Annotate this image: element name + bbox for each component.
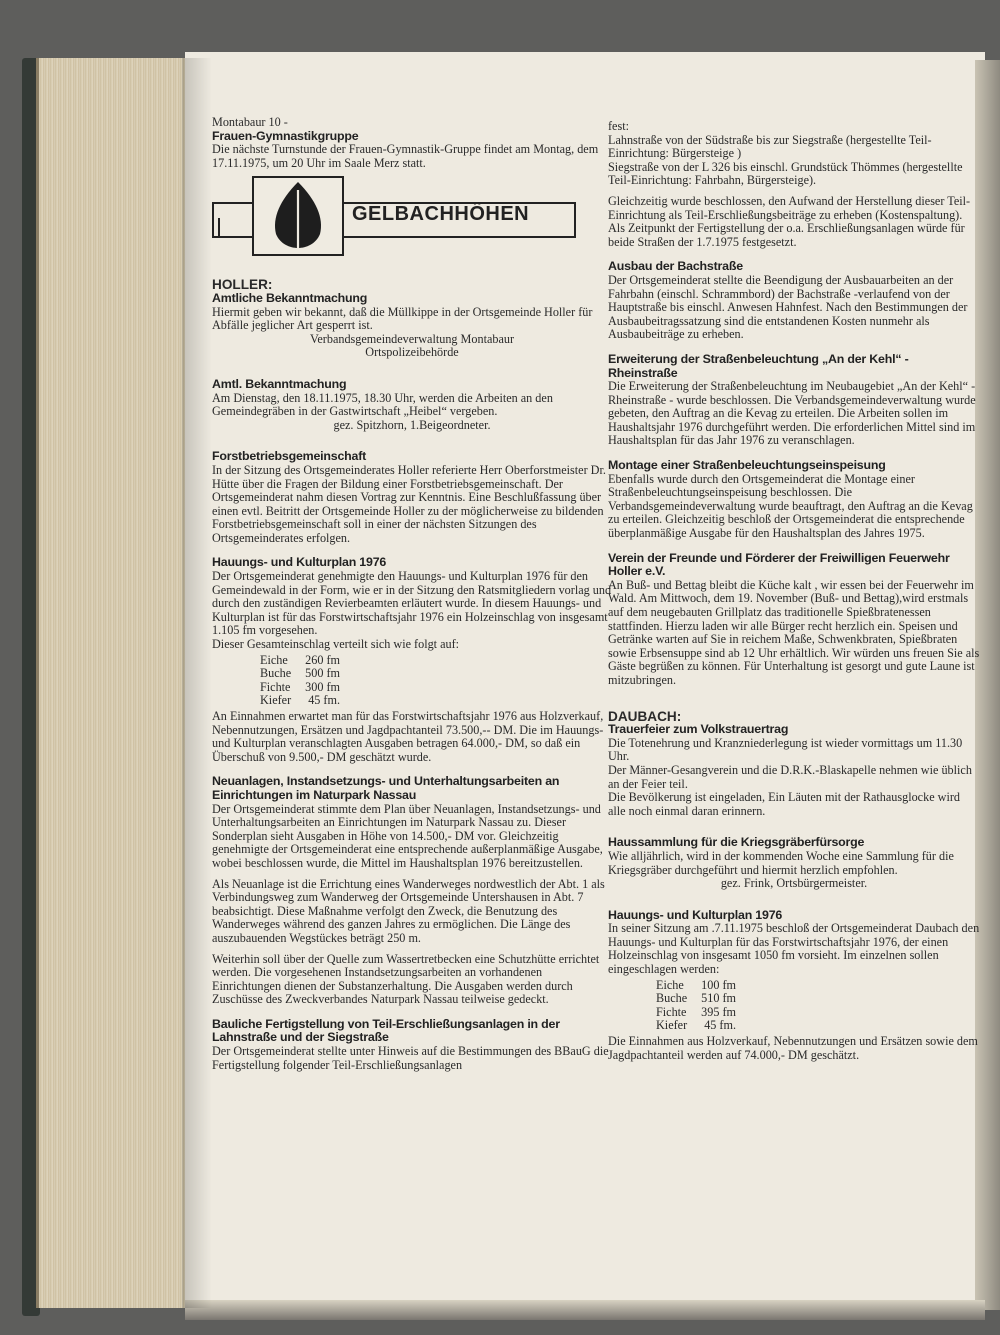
- page-bottom-edge: [185, 1300, 985, 1320]
- tree-amount: 45 fm.: [308, 693, 341, 708]
- tree-amount: 395 fm: [701, 1004, 737, 1019]
- article-text: Gleichzeitig wurde beschlossen, den Aufwand der Herstellung dieser Teil-Einrichtung als Teil-Erschließungsbeiträge zu erheben (Kostenspaltung).: [608, 193, 971, 222]
- article-haussammlung: [608, 836, 980, 890]
- article-title: Verein der Freunde und Förderer der Freiwilligen Feuerwehr Holler e.V.: [608, 550, 950, 579]
- article-signature: gez. Frink, Ortsbürgermeister.: [720, 876, 868, 891]
- town-heading-holler: HOLLER:: [212, 277, 273, 293]
- article-verein-feuerwehr: [608, 552, 980, 688]
- tree-amount: 100 fm: [701, 977, 737, 992]
- article-text: Weiterhin soll über der Quelle zum Wassertretbecken eine Schutzhütte errichtet werden. Die vorgesehenen Instandsetzungsarbeiten an vorhandenen Einrichtungen dienen der Substanzerhaltung. Die Ausgaben werden durch Zuschüsse des Zweckverbandes Naturpark Nassau teilweise gedeckt.: [212, 951, 600, 1007]
- table-row: [656, 1006, 750, 1020]
- tree-name: Kiefer: [656, 1018, 688, 1033]
- page-header: Montabaur 10 -: [212, 115, 288, 129]
- article-frauen-gymnastik: [212, 130, 612, 171]
- table-row: [260, 667, 354, 681]
- article-title: Hauungs- und Kulturplan 1976: [212, 555, 387, 570]
- article-forstbetriebsgemeinschaft: [212, 450, 612, 545]
- article-title: Forstbetriebsgemeinschaft: [212, 449, 367, 464]
- article-bachstrasse: [608, 260, 980, 342]
- article-title: Montage einer Straßenbeleuchtungseinspeisung: [608, 458, 886, 473]
- article-title: Ausbau der Bachstraße: [608, 259, 743, 274]
- article-text: Die Bevölkerung ist eingeladen, Ein Läuten mit der Rathausglocke wird alle noch einmal daran erinnern.: [608, 790, 960, 818]
- timber-table: [656, 979, 750, 1033]
- timber-table: [260, 654, 354, 708]
- article-text: Hiermit geben wir bekannt, daß die Müllkippe in der Ortsgemeinde Holler für Abfälle jeglicher Art gesperrt ist.: [212, 304, 593, 333]
- article-signature: gez. Spitzhorn, 1.Beigeordneter.: [333, 417, 491, 432]
- town-heading-daubach: DAUBACH:: [608, 708, 682, 724]
- leaf-icon: [260, 180, 336, 254]
- article-text: Die Erweiterung der Straßenbeleuchtung im Neubaugebiet „An der Kehl“ - Rheinstraße - wurde beschlossen. Die Verbandsgemeindeverwaltung wurde gebeten, den Auftrag an die Kevag zu erteilen. Die Arbeiten sollen im Haushaltsjahr 1976 durchgeführt werden. Die erforderlichen Mittel sind im Haushaltsplan für das Jahr 1976 zu veranschlagen.: [608, 379, 976, 448]
- article-text: Wie alljährlich, wird in der kommenden Woche eine Sammlung für die Kriegsgräber durchgeführt und hiermit herzlich empfohlen.: [608, 848, 954, 877]
- article-title: Trauerfeier zum Volkstrauertrag: [608, 722, 789, 737]
- table-row: [656, 1019, 750, 1033]
- tree-amount: 45 fm.: [704, 1018, 737, 1033]
- tree-name: Fichte: [260, 679, 291, 694]
- table-row: [260, 654, 354, 668]
- left-column: [212, 116, 612, 1083]
- table-row: [656, 979, 750, 993]
- article-bauliche-fertigstellung: [212, 1018, 612, 1072]
- article-text: Der Männer-Gesangverein und die D.R.K.-Blaskapelle nehmen wie üblich an der Feier teil.: [608, 762, 972, 791]
- article-signature: Verbandsgemeindeverwaltung Montabaur: [309, 331, 515, 346]
- table-row: [260, 694, 354, 708]
- logo-tick: [212, 218, 220, 238]
- article-text: fest:: [608, 119, 629, 133]
- article-title: Neuanlagen, Instandsetzungs- und Unterhaltungsarbeiten an Einrichtungen im Naturpark Nassau: [212, 774, 560, 802]
- gelbachhoehen-logo: [212, 184, 612, 260]
- article-title: Bauliche Fertigstellung von Teil-Erschließungsanlagen in der Lahnstraße und der Siegstraße: [212, 1016, 560, 1045]
- article-title: Erweiterung der Straßenbeleuchtung „An der Kehl“ - Rheinstraße: [608, 351, 909, 380]
- right-column: [608, 120, 980, 1073]
- article-text: Lahnstraße von der Südstraße bis zur Siegstraße (hergestellte Teil-Einrichtung: Bürgersteige ): [608, 132, 932, 161]
- article-text: Als Neuanlage ist die Errichtung eines Wanderweges nordwestlich der Abt. 1 als Verbindungsweg zum Wanderweg der Ortsgemeinde Untershausen in Abt. 7 beabsichtigt. Diese Maßnahme verfolgt den Zweck, die Benutzung des Wanderweges während des ganzen Jahres zu ermöglichen. Die Länge des auszubauenden Wegstückes beträgt 250 m.: [212, 876, 605, 945]
- article-text: In der Sitzung des Ortsgemeinderates Holler referierte Herr Oberforstmeister Dr. Hütte über die Fragen der Bildung einer Forstbetriebsgemeinschaft. Der Ortsgemeinderat nahm diesen Vortrag zur Kenntnis. Eine Beschlußfassung über einen evtl. Beitritt der Ortsgemeinde Holler zu der möglicherweise zu bildenden Forstbetriebsgemeinschaft soll in einer der nächsten Sitzungen des Ortsgemeinderates erfolgen.: [212, 462, 606, 545]
- tree-name: Buche: [260, 666, 292, 681]
- article-text: Der Ortsgemeinderat stellte die Beendigung der Ausbauarbeiten an der Fahrbahn (einschl. Schrammbord) der Bachstraße -verlaufend von der Hauptstraße bis einschl. Anwesen Hahnfest. Nach den Bestimmungen der Ausbaubeitragssatzung sind die entstandenen Kosten nunmehr als Ausbaubeiträge zu erheben.: [608, 272, 968, 342]
- article-text: Die Einnahmen aus Holzverkauf, Nebennutzungen und Ersätzen sowie dem Jagdpachtanteil werden auf 74.000,- DM geschätzt.: [608, 1034, 978, 1062]
- article-text: Der Ortsgemeinderat genehmigte den Hauungs- und Kulturplan 1976 für den Gemeindewald in der Form, wie er in der Sitzung den Ratsmitgliedern vorlag und durch den zuständigen Revierbeamten erläutert wurde. In diesem Hauungs- und Kulturplan ist für das Forstwirtschaftsjahr 1976 ein Holzeinschlag von insgesamt 1.105 fm vorgesehen.: [212, 569, 612, 638]
- article-text: Die Totenehrung und Kranzniederlegung ist wieder vormittags um 11.30 Uhr.: [608, 735, 963, 764]
- tree-name: Kiefer: [260, 693, 292, 708]
- article-text: An Buß- und Bettag bleibt die Küche kalt , wir essen bei der Feuerwehr im Wald. Am Mittwoch, dem 19. November (Buß- und Bettag),wird erstmals auf dem neugebauten Grillplatz das traditionelle Spießbratenessen stattfinden. Hierzu laden wir alle Bürger recht herzlich ein. Speisen und Getränke warten auf Sie in reichem Maße, Schwenkbraten, Spießbraten sowie Erbsensuppe sind ab 12 Uhr erhältlich. Wir würden uns freuen Sie als Gäste begrüßen zu können. Für Unterhaltung ist gesorgt und gute Laune ist mitzubringen.: [608, 577, 980, 687]
- article-text: Ebenfalls wurde durch den Ortsgemeinderat die Montage einer Straßenbeleuchtungseinspeisung beschlossen. Die Verbandsgemeindeverwaltung wurde beauftragt, den Auftrag an die Kevag zu erteilen. Gleichzeitig beschloß der Ortsgemeinderat die entsprechende überplanmäßige Ausgabe für den Haushaltsplan des Jahres 1975.: [608, 471, 973, 541]
- article-fest-continuation: [608, 120, 980, 249]
- tree-name: Fichte: [656, 1004, 687, 1019]
- article-montage: [608, 459, 980, 541]
- table-row: [260, 681, 354, 695]
- article-amtliche-bekanntmachung: [212, 292, 612, 360]
- article-title: Hauungs- und Kulturplan 1976: [608, 907, 783, 922]
- tree-amount: 300 fm: [305, 679, 341, 694]
- article-signature: Ortspolizeibehörde: [365, 345, 459, 360]
- article-text: In seiner Sitzung am .7.11.1975 beschloß der Ortsgemeinderat Daubach den Hauungs- und Kulturplan für das Forstwirtschaftsjahr 1976, der einen Holzeinschlag von insgesamt 1050 fm vorsieht. Im einzelnen sollen eingeschlagen werden:: [608, 921, 980, 977]
- article-text: Als Zeitpunkt der Fertigstellung der o.a. Erschließungsanlagen würde für beide Straßen der 1.7.1975 festgesetzt.: [608, 221, 965, 249]
- article-title: Amtl. Bekanntmachung: [212, 376, 347, 391]
- article-amtl-bekanntmachung: [212, 378, 612, 432]
- logo-text: GELBACHHÖHEN: [352, 203, 530, 226]
- tree-name: Eiche: [260, 652, 288, 667]
- article-strassenbeleuchtung: [608, 353, 980, 448]
- table-row: [656, 992, 750, 1006]
- page-edges: [36, 58, 189, 1308]
- article-hauungsplan-holler: [212, 556, 612, 764]
- gutter-shadow: [182, 58, 212, 1308]
- article-neuanlagen: [212, 775, 612, 1007]
- tree-name: Buche: [656, 991, 688, 1006]
- article-text: Dieser Gesamteinschlag verteilt sich wie folgt auf:: [212, 637, 460, 652]
- tree-amount: 510 fm: [701, 991, 737, 1006]
- article-hauungsplan-daubach: [608, 909, 980, 1063]
- article-text: Der Ortsgemeinderat stimmte dem Plan über Neuanlagen, Instandsetzungs- und Unterhaltungsarbeiten an Einrichtungen im Naturpark Nassau zu. Dieser Sonderplan sieht Ausgaben in Höhe von 14.500,- DM vor. Gleichzeitig genehmigte der Ortsgemeinderat eine entsprechende außerplanmäßige Ausgabe, wobei beschlossen wurde, die Mittel im Haushaltsplan 1976 bereitzustellen.: [212, 801, 603, 870]
- tree-amount: 260 fm: [305, 652, 341, 667]
- article-text: Siegstraße von der L 326 bis einschl. Grundstück Thömmes (hergestellte Teil-Einrichtung: Fahrbahn, Bürgersteige).: [608, 159, 963, 188]
- article-title: Frauen-Gymnastikgruppe: [212, 128, 359, 143]
- tree-name: Eiche: [656, 977, 684, 992]
- article-text: Am Dienstag, den 18.11.1975, 18.30 Uhr, werden die Arbeiten an den Gemeindegräben in der Gastwirtschaft „Heibel“ vergeben.: [212, 390, 553, 419]
- article-trauerfeier: [608, 723, 980, 818]
- article-title: Haussammlung für die Kriegsgräberfürsorge: [608, 835, 865, 850]
- article-text: Die nächste Turnstunde der Frauen-Gymnastik-Gruppe findet am Montag, dem 17.11.1975, um 20 Uhr im Saale Merz statt.: [212, 142, 599, 170]
- tree-amount: 500 fm: [305, 666, 341, 681]
- article-text: An Einnahmen erwartet man für das Forstwirtschaftsjahr 1976 aus Holzverkauf, Nebennutzungen, Ersätzen und Jagdpachtanteil 73.500,-- DM. Die im Hauungs- und Kulturplan veranschlagten Ausgaben betragen 64.000,- DM, so daß ein Überschuß von 9.500,- DM geschätzt wurde.: [212, 709, 604, 764]
- article-text: Der Ortsgemeinderat stellte unter Hinweis auf die Bestimmungen des BBauG die Fertigstellung folgender Teil-Erschließungsanlagen: [212, 1044, 609, 1072]
- article-title: Amtliche Bekanntmachung: [212, 290, 368, 305]
